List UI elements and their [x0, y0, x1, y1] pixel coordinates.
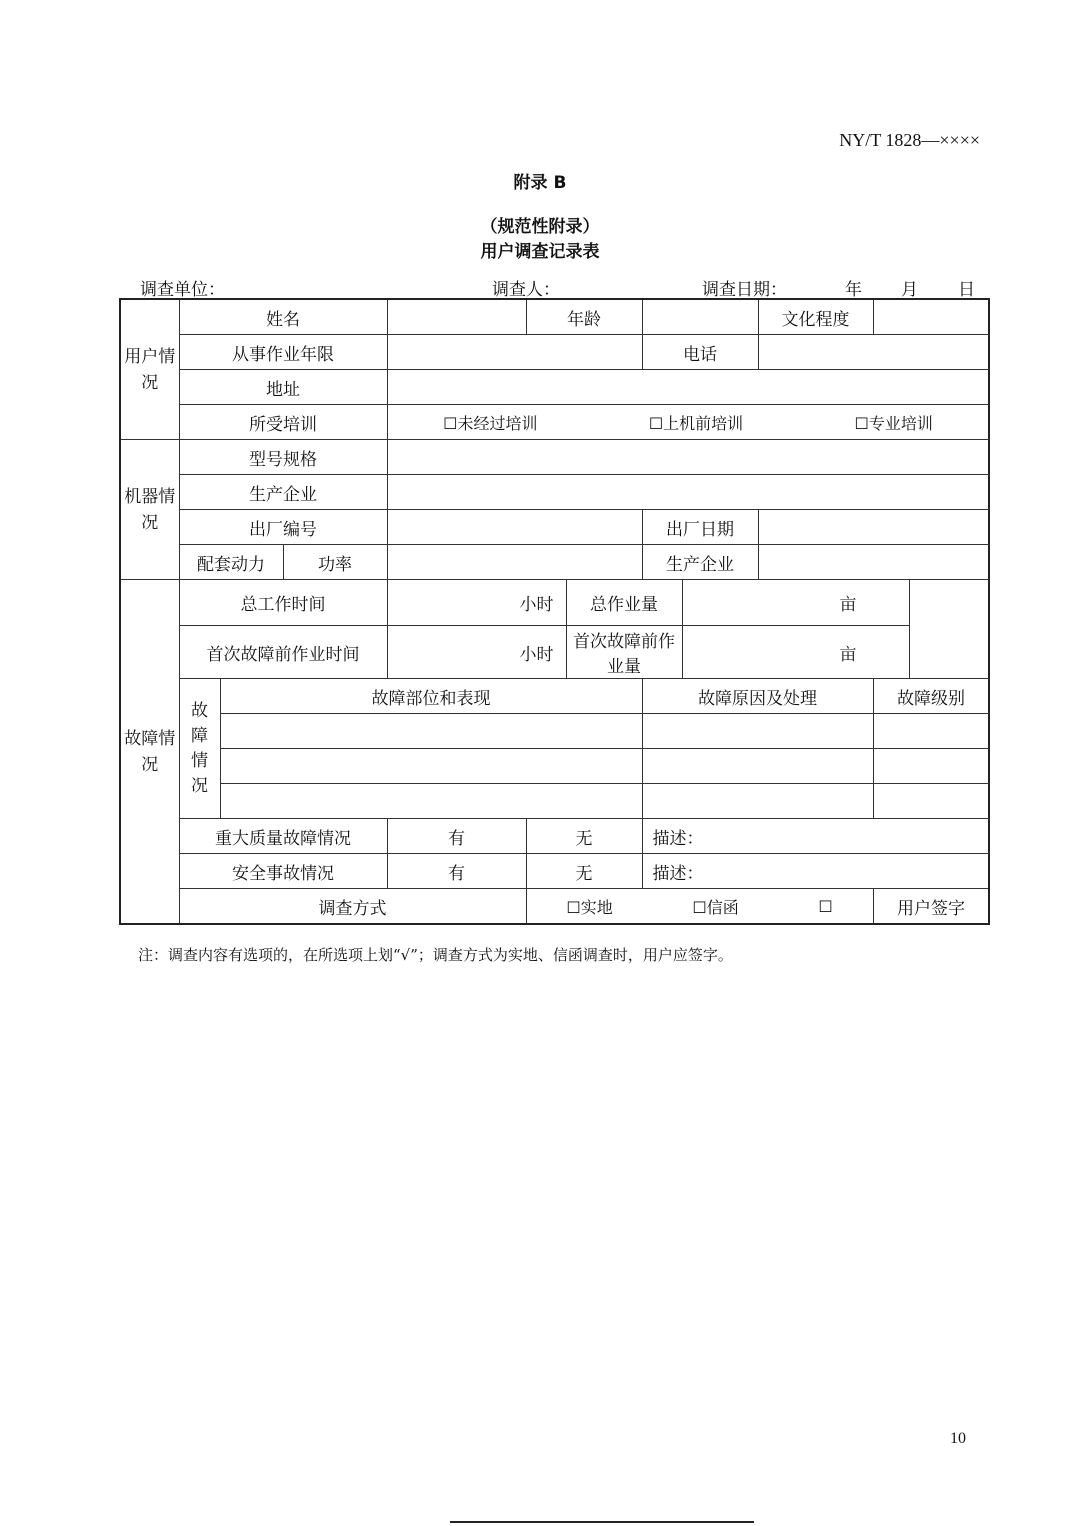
safety-yes[interactable]: 有	[387, 854, 526, 889]
label-power-unit: 配套动力	[179, 545, 283, 580]
row-power	[120, 545, 989, 580]
unit-mu: 亩	[839, 644, 857, 665]
fault-entry-row	[120, 714, 989, 749]
label-first-fault-work: 首次故障前作业量	[566, 626, 682, 679]
fault-level-cell[interactable]	[873, 714, 989, 749]
label-power-manufacturer: 生产企业	[642, 545, 758, 580]
label-model: 型号规格	[179, 440, 387, 475]
header-location: 故障部位和表现	[220, 679, 642, 714]
training-option-none[interactable]: ☐未经过培训	[443, 413, 538, 433]
row-training	[120, 405, 989, 440]
label-training: 所受培训	[179, 405, 387, 440]
month-label: 月	[901, 280, 918, 300]
unit-mu: 亩	[839, 595, 857, 615]
row-manufacturer	[120, 475, 989, 510]
value-serial[interactable]	[387, 510, 642, 545]
method-option-letter[interactable]: ☐信函	[692, 897, 739, 917]
training-option-prework[interactable]: ☐上机前培训	[648, 413, 744, 433]
footnote: 注：调查内容有选项的，在所选项上划“√”；调查方式为实地、信函调查时，用户应签字。	[138, 946, 733, 964]
row-serial	[120, 510, 989, 545]
row-major-fault	[120, 819, 989, 854]
label-major-fault: 重大质量故障情况	[179, 819, 387, 854]
row-first-fault	[120, 626, 989, 679]
value-address[interactable]	[387, 370, 989, 405]
survey-date-label: 调查日期：	[702, 280, 787, 300]
label-total-time: 总工作时间	[179, 580, 387, 626]
row-total-time	[120, 580, 989, 626]
value-factory-date[interactable]	[758, 510, 989, 545]
label-manufacturer: 生产企业	[179, 475, 387, 510]
fault-location-cell[interactable]	[220, 784, 642, 819]
label-serial: 出厂编号	[179, 510, 387, 545]
label-total-work: 总作业量	[566, 580, 682, 626]
value-manufacturer[interactable]	[387, 475, 989, 510]
appendix-type: （规范性附录）	[480, 217, 600, 237]
label-phone: 电话	[642, 335, 758, 370]
surveyor-label: 调查人：	[492, 280, 560, 300]
label-name: 姓名	[179, 299, 387, 335]
label-factory-date: 出厂日期	[642, 510, 758, 545]
standard-code: NY/T 1828—××××	[839, 130, 980, 150]
row-years	[120, 335, 989, 370]
value-power-manufacturer[interactable]	[758, 545, 989, 580]
page-number: 10	[950, 1430, 966, 1447]
header-level: 故障级别	[873, 679, 989, 714]
safety-desc[interactable]: 描述：	[642, 854, 989, 889]
major-fault-desc[interactable]: 描述：	[642, 819, 989, 854]
survey-record-table	[119, 298, 990, 925]
label-education: 文化程度	[758, 299, 873, 335]
label-user-signature: 用户签字	[873, 889, 989, 925]
major-fault-no[interactable]: 无	[526, 819, 642, 854]
method-option-other[interactable]: ☐	[818, 896, 833, 916]
value-power[interactable]	[387, 545, 642, 580]
training-option-professional[interactable]: ☐专业培训	[854, 413, 933, 433]
label-age: 年龄	[526, 299, 642, 335]
appendix-label: 附录 B	[513, 173, 567, 193]
row-model	[120, 440, 989, 475]
label-years: 从事作业年限	[179, 335, 387, 370]
section-user: 用户情况	[120, 299, 179, 440]
fault-sub-label: 故障情况	[179, 679, 220, 819]
label-power: 功率	[283, 545, 387, 580]
day-label: 日	[958, 280, 975, 300]
value-total-work[interactable]	[682, 580, 909, 626]
training-options	[387, 405, 989, 440]
value-age[interactable]	[642, 299, 758, 335]
value-phone[interactable]	[758, 335, 989, 370]
method-option-onsite[interactable]: ☐实地	[566, 897, 613, 917]
year-label: 年	[845, 280, 862, 300]
row-survey-method	[120, 889, 989, 925]
fault-entry-row	[120, 749, 989, 784]
value-years[interactable]	[387, 335, 642, 370]
value-model[interactable]	[387, 440, 989, 475]
label-first-fault-time: 首次故障前作业时间	[179, 626, 387, 679]
value-name[interactable]	[387, 299, 526, 335]
survey-unit-label: 调查单位：	[140, 280, 225, 300]
fault-cause-cell[interactable]	[642, 714, 873, 749]
label-safety-accident: 安全事故情况	[179, 854, 387, 889]
fault-cause-cell[interactable]	[642, 784, 873, 819]
major-fault-yes[interactable]: 有	[387, 819, 526, 854]
row-address	[120, 370, 989, 405]
unit-hours: 小时	[519, 595, 554, 615]
row-safety	[120, 854, 989, 889]
value-first-fault-work[interactable]	[682, 626, 909, 679]
fault-location-cell[interactable]	[220, 749, 642, 784]
fault-location-cell[interactable]	[220, 714, 642, 749]
fault-cause-cell[interactable]	[642, 749, 873, 784]
form-title: 用户调查记录表	[480, 242, 600, 262]
fault-level-cell[interactable]	[873, 784, 989, 819]
section-fault: 故障情况	[120, 580, 179, 925]
value-first-fault-time[interactable]	[387, 626, 566, 679]
row-fault-header	[120, 679, 989, 714]
fault-level-cell[interactable]	[873, 749, 989, 784]
label-address: 地址	[179, 370, 387, 405]
header-cause: 故障原因及处理	[642, 679, 873, 714]
fault-entry-row	[120, 784, 989, 819]
value-education[interactable]	[873, 299, 989, 335]
safety-no[interactable]: 无	[526, 854, 642, 889]
value-total-time[interactable]	[387, 580, 566, 626]
survey-method-options	[526, 889, 873, 925]
row-name	[120, 299, 989, 335]
footer-rule	[450, 1521, 754, 1523]
section-machine: 机器情况	[120, 440, 179, 580]
label-survey-method: 调查方式	[179, 889, 526, 925]
unit-hours: 小时	[519, 644, 554, 665]
